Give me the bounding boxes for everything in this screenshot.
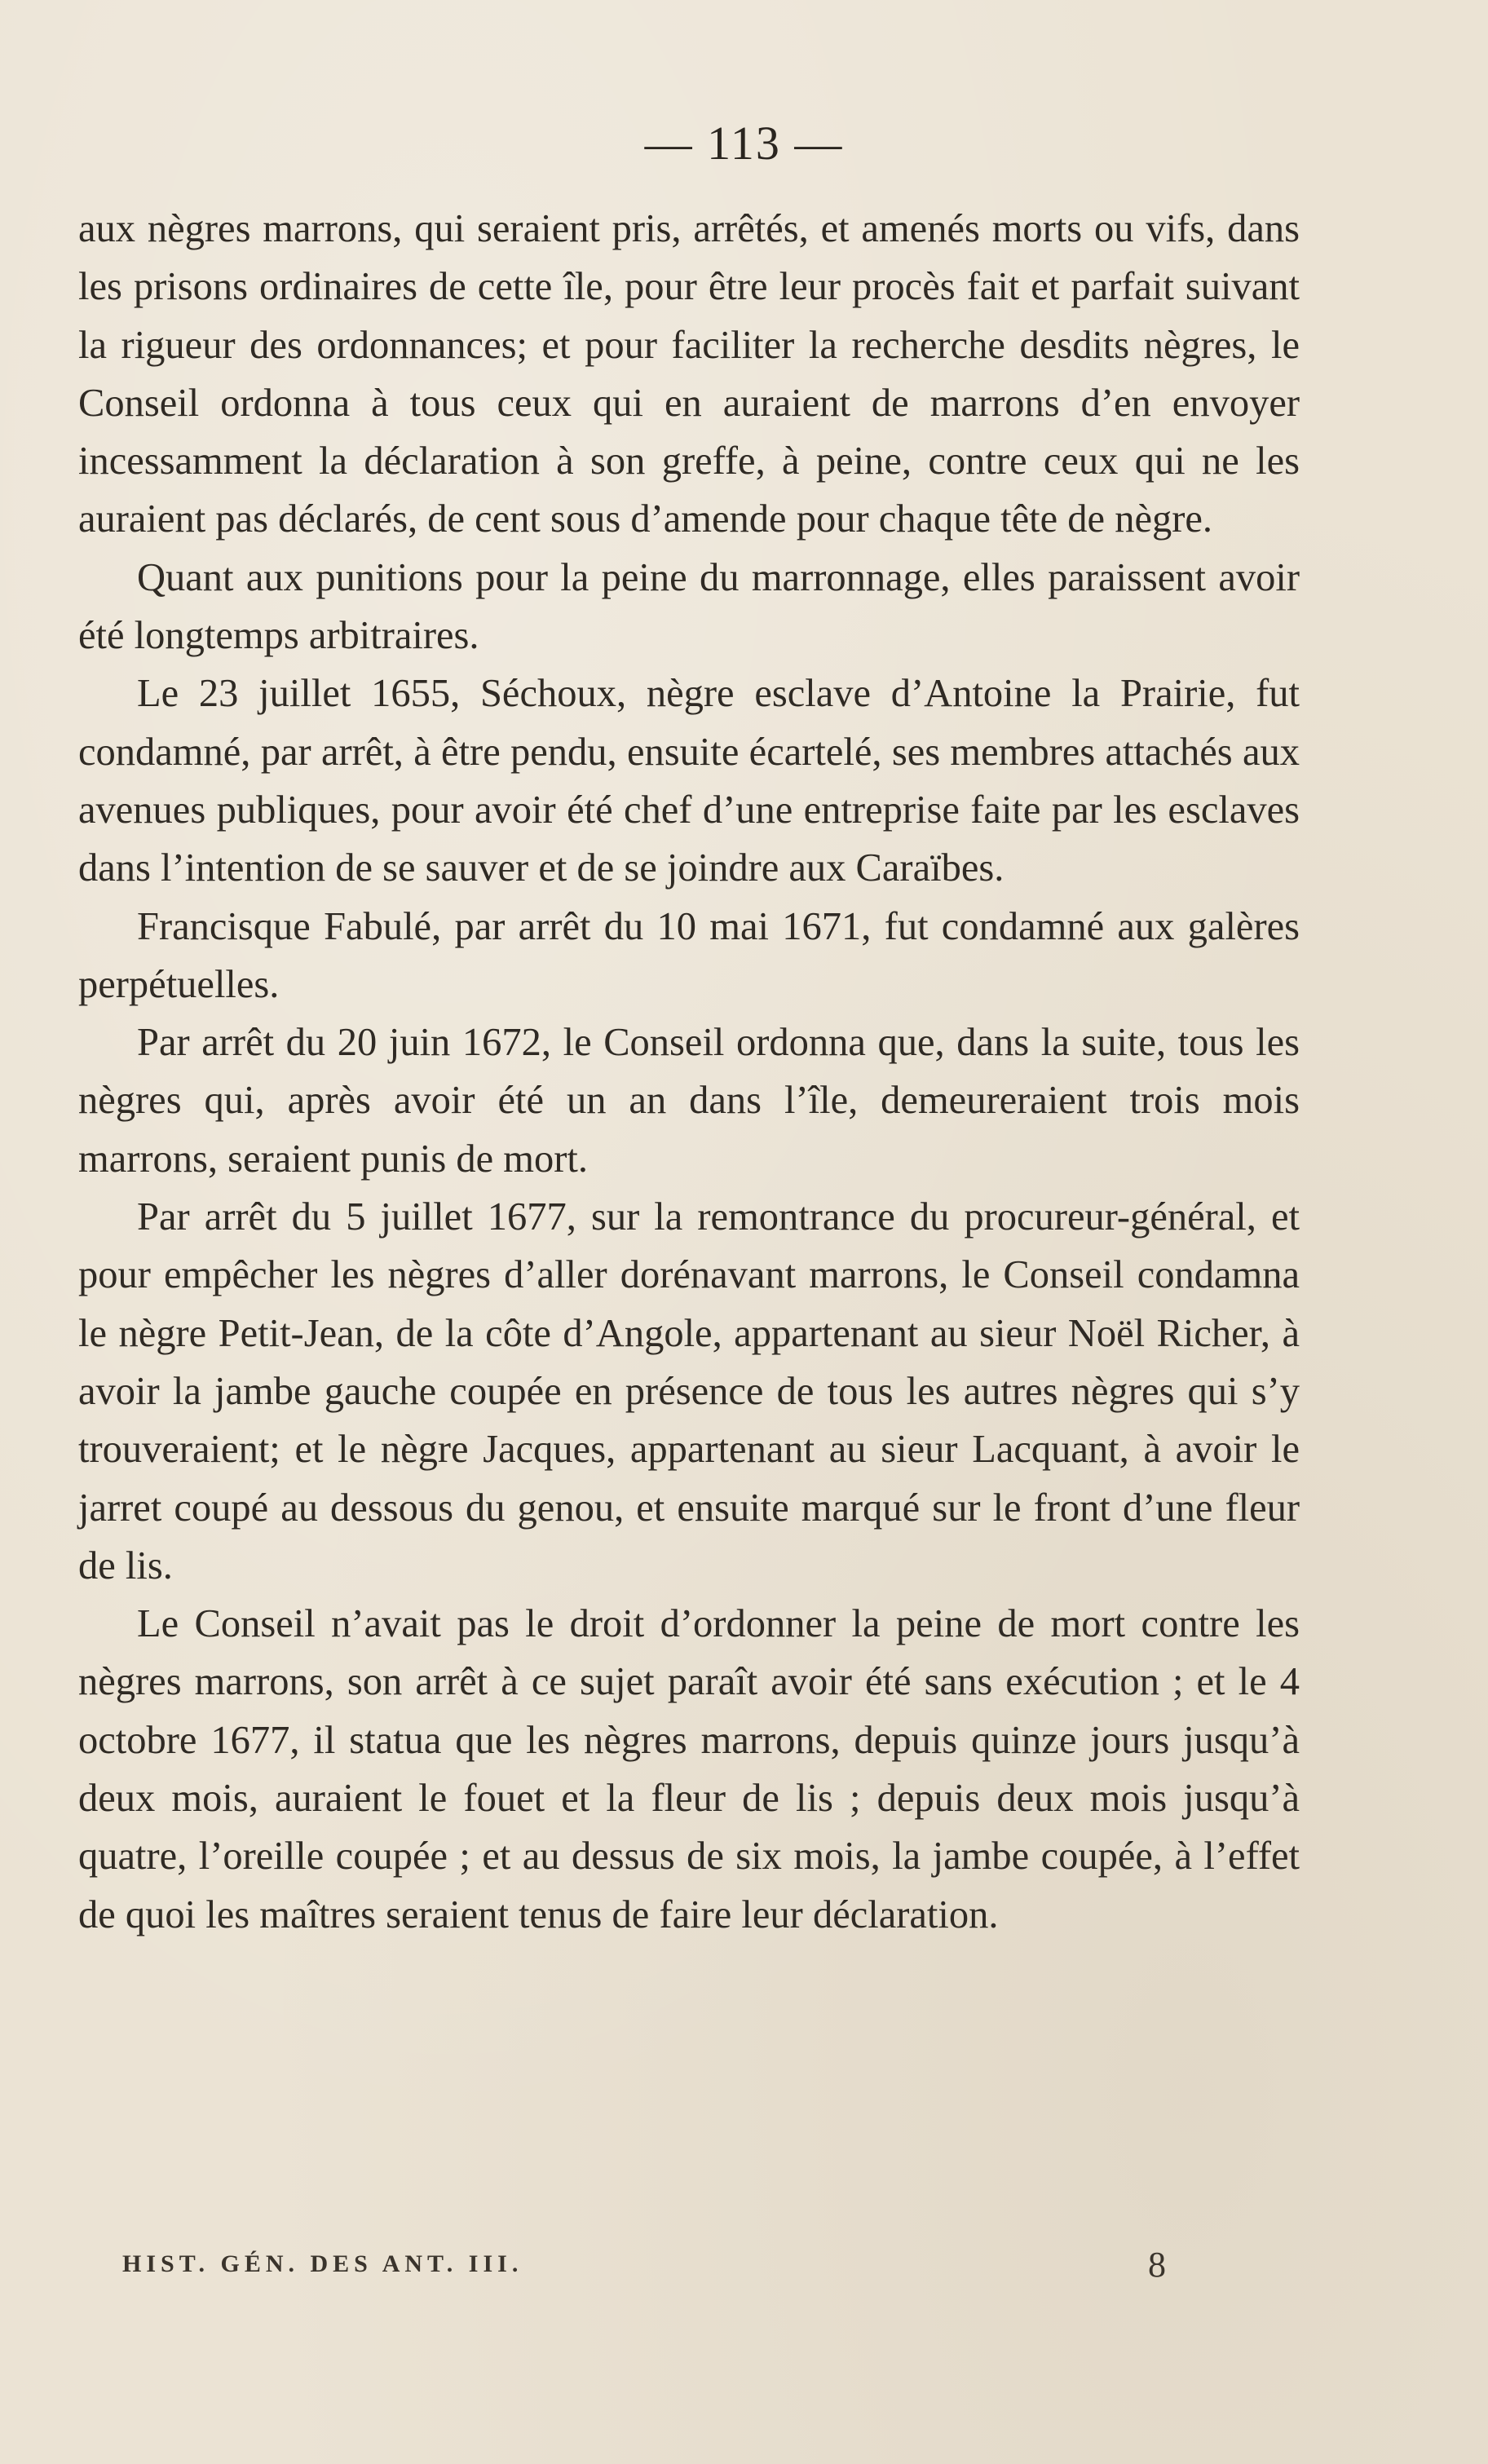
paragraph-2: Quant aux punitions pour la peine du marronnage, elles paraissent avoir été longtemps arbitraires. bbox=[78, 555, 1300, 658]
paragraph-5: Par arrêt du 20 juin 1672, le Conseil ordonna que, dans la suite, tous les nègres qui, après avoir été un an dans l’île, demeureraient trois mois marrons, seraient punis de mort. bbox=[78, 1021, 1300, 1181]
body-text bbox=[78, 200, 1300, 1944]
paragraph-3: Le 23 juillet 1655, Séchoux, nègre esclave d’Antoine la Prairie, fut condamné, par arrêt, à être pendu, ensuite écartelé, ses membres attachés aux avenues publiques, pour avoir été chef d’une entreprise faite par les esclaves dans l’intention de se sauver et de se joindre aux Caraïbes. bbox=[78, 672, 1300, 890]
paragraph-7: Le Conseil n’avait pas le droit d’ordonner la peine de mort contre les nègres marrons, son arrêt à ce sujet paraît avoir été sans exécution ; et le 4 octobre 1677, il statua que les nègres marrons, depuis quinze jours jusqu’à deux mois, auraient le fouet et la fleur de lis ; depuis deux mois jusqu’à quatre, l’oreille coupée ; et au dessus de six mois, la jambe coupée, à l’effet de quoi les maîtres seraient tenus de faire leur déclaration. bbox=[78, 1602, 1300, 1936]
signature-mark-text: HIST. GÉN. DES ANT. III. bbox=[122, 2250, 523, 2277]
paragraph-1: aux nègres marrons, qui seraient pris, arrêtés, et amenés morts ou vifs, dans les prisons ordinaires de cette île, pour être leur procès fait et parfait suivant la rigueur des ordonnances; et pour faciliter la recherche desdits nègres, le Conseil ordonna à tous ceux qui en auraient de marrons d’en envoyer incessamment la déclaration à son greffe, à peine, contre ceux qui ne les auraient pas déclarés, de cent sous d’amende pour chaque tête de nègre. bbox=[78, 207, 1300, 541]
page-number-header: — 113 — bbox=[644, 117, 844, 170]
signature-number: 8 bbox=[1148, 2245, 1166, 2285]
paragraph-4: Francisque Fabulé, par arrêt du 10 mai 1671, fut condamné aux galères perpétuelles. bbox=[78, 904, 1300, 1006]
page-footer bbox=[122, 2244, 1166, 2293]
paragraph-6: Par arrêt du 5 juillet 1677, sur la remontrance du procureur-général, et pour empêcher les nègres d’aller dorénavant marrons, le Conseil condamna le nègre Petit-Jean, de la côte d’Angole, appartenant au sieur Noël Richer, à avoir la jambe gauche coupée en présence de tous les autres nègres qui s’y trouveraient; et le nègre Jacques, appartenant au sieur Lacquant, à avoir le jarret coupé au dessous du genou, et ensuite marqué sur le front d’une fleur de lis. bbox=[78, 1195, 1300, 1587]
